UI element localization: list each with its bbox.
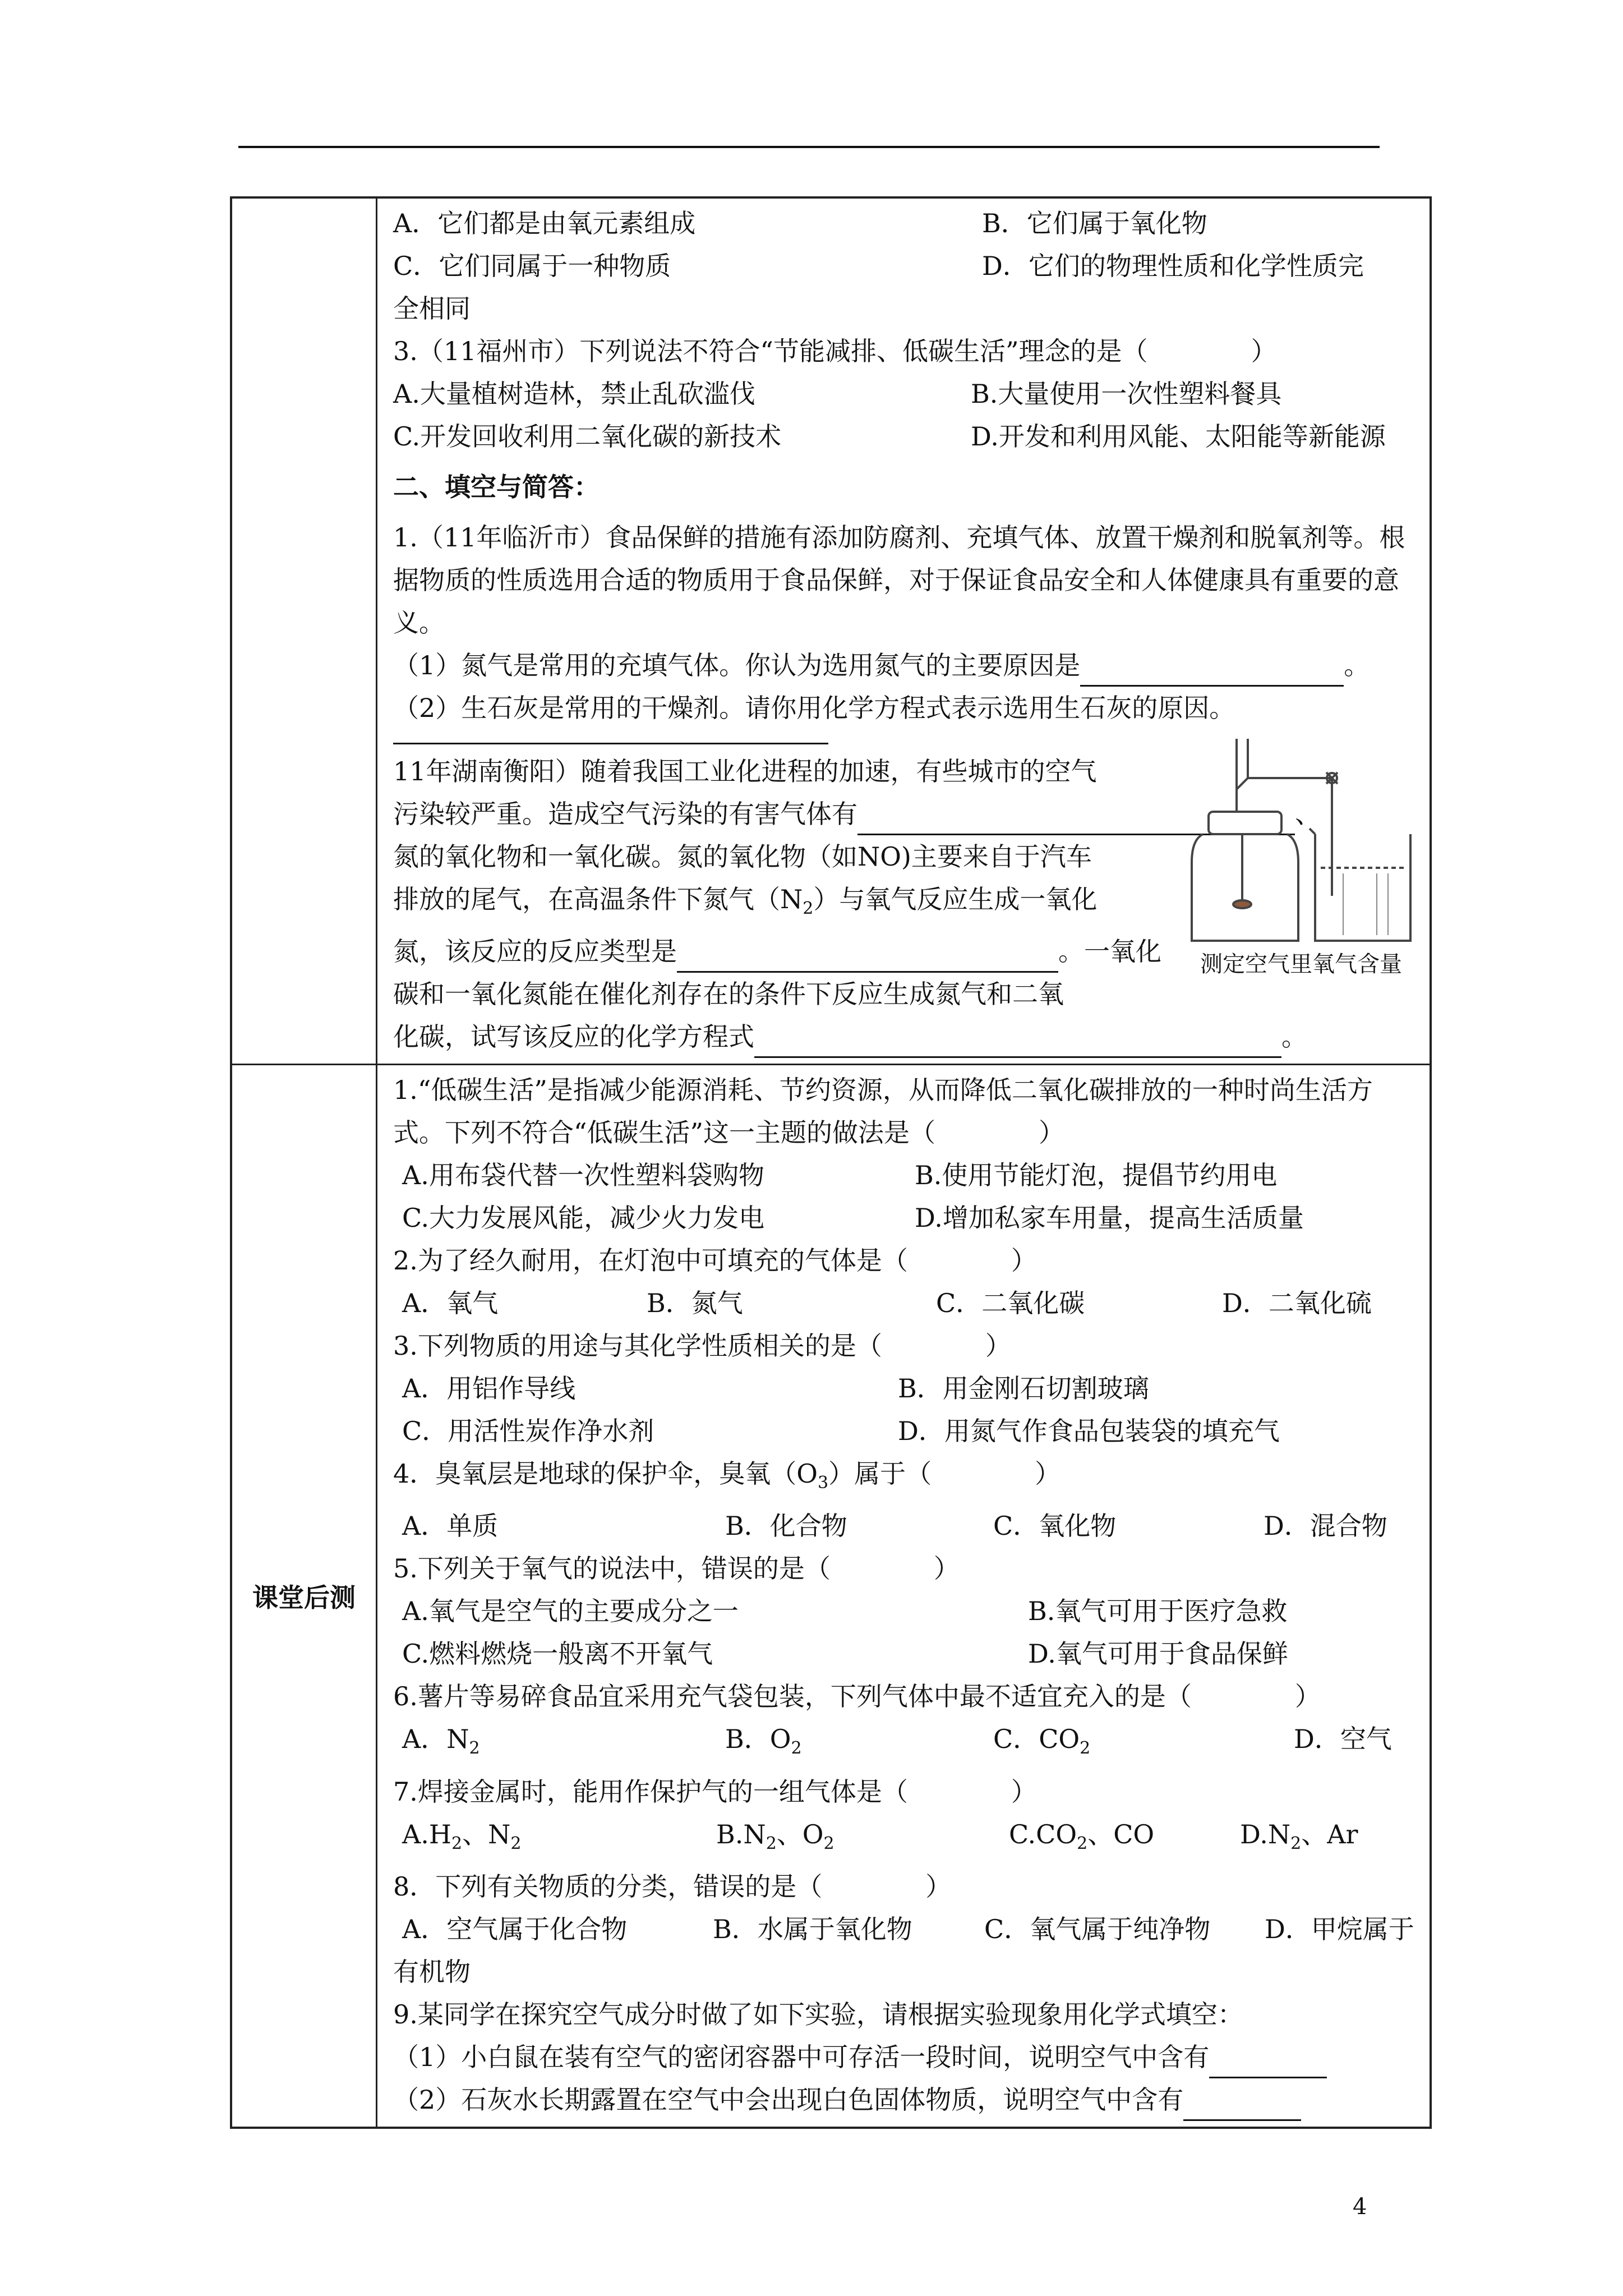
- option-b: B．氮气: [647, 1288, 743, 1319]
- q2-line-2-end: 、: [1295, 799, 1321, 829]
- option-c-text: C.CO: [1009, 1819, 1077, 1849]
- option-d: D．它们的物理性质和化学性质完: [982, 251, 1364, 281]
- option-c-text-b: 、CO: [1087, 1819, 1155, 1849]
- option-a: A．单质: [402, 1511, 499, 1542]
- answer-blank[interactable]: [677, 940, 1058, 973]
- option-a-text-b: 、N: [462, 1819, 511, 1849]
- option-c: [993, 1718, 1294, 1770]
- worksheet-table: [230, 196, 1432, 2129]
- option-b: B.使用节能灯泡，提倡节约用电: [915, 1160, 1278, 1191]
- experiment-apparatus-icon: [1186, 728, 1416, 952]
- row-label-post-test: 课堂后测: [232, 1065, 377, 2127]
- pt-question-4-stem: [393, 1452, 1424, 1504]
- post-test-content: [377, 1065, 1430, 2127]
- q2-line-7-text: 化碳，试写该反应的化学方程式: [393, 1022, 754, 1052]
- answer-blank[interactable]: [1209, 2045, 1327, 2078]
- option-a: A．氧气: [402, 1288, 499, 1319]
- question-3-options-cd: [393, 415, 1424, 458]
- option-a: [402, 1718, 725, 1770]
- option-c: [1009, 1813, 1240, 1865]
- option-a: A．它们都是由氧元素组成: [393, 208, 696, 238]
- option-d: D.增加私家车用量，提高生活质量: [915, 1203, 1304, 1234]
- q4-stem-text: 4．臭氧层是地球的保护伞，臭氧（O: [393, 1458, 818, 1489]
- option-d: D．二氧化硫: [1222, 1288, 1372, 1319]
- option-d: D．混合物: [1264, 1511, 1387, 1542]
- option-c: C.大力发展风能，减少火力发电: [402, 1203, 765, 1234]
- q2-line-5-text: 氮，该反应的反应类型是: [393, 936, 677, 967]
- q2-line-4-text-b: ）与氧气反应生成一氧化: [813, 884, 1098, 914]
- sub1-text: （1）氮气是常用的充填气体。你认为选用氮气的主要原因是: [393, 650, 1081, 680]
- subscript: 2: [451, 1833, 463, 1853]
- subscript: 3: [817, 1473, 829, 1493]
- pt-question-9-stem: 9.某同学在探究空气成分时做了如下实验，请根据实验现象用化学式填空：: [393, 1999, 1243, 2030]
- option-b: B．用金刚石切割玻璃: [898, 1373, 1149, 1404]
- row-label-empty: [232, 199, 377, 1064]
- pt-question-1-options-cd: [393, 1197, 1424, 1239]
- subscript: 2: [823, 1833, 834, 1853]
- subscript: 2: [1290, 1833, 1302, 1853]
- figure-caption: 测定空气里氧气含量: [1200, 951, 1402, 977]
- option-d-text-b: 、Ar: [1301, 1819, 1358, 1849]
- q2-line-6: 碳和一氧化氮能在催化剂存在的条件下反应生成氮气和二氧: [393, 979, 1064, 1010]
- subscript: 2: [510, 1833, 522, 1853]
- oxygen-experiment-figure: [1186, 728, 1416, 986]
- option-c: C．用活性炭作净水剂: [402, 1416, 654, 1447]
- option-d-continuation: 全相同: [393, 293, 471, 324]
- subscript: 2: [766, 1833, 777, 1853]
- pt-question-3-stem: 3.下列物质的用途与其化学性质相关的是（ ）: [393, 1331, 1011, 1361]
- option-d: [1240, 1813, 1358, 1865]
- q2-line-4-text: 排放的尾气，在高温条件下氮气（N: [393, 884, 803, 914]
- option-c: C．氧化物: [993, 1511, 1117, 1542]
- answer-line[interactable]: [393, 729, 828, 744]
- option-d: D．用氮气作食品包装袋的填充气: [898, 1416, 1280, 1447]
- fill-question-1-stem: 1.（11年临沂市）食品保鲜的措施有添加防腐剂、充填气体、放置干燥剂和脱氧剂等。根据物质的性质选用合适的物质用于食品保鲜，对于保证食品安全和人体健康具有重要的意义。: [393, 522, 1405, 638]
- post-test-row: [232, 1065, 1430, 2127]
- option-b: B.氧气可用于医疗急救: [1028, 1596, 1288, 1627]
- subscript: 2: [1080, 1738, 1091, 1759]
- option-c: C．氧气属于纯净物: [984, 1913, 1211, 1944]
- sub1-text: （1）小白鼠在装有空气的密闭容器中可存活一段时间，说明空气中含有: [393, 2041, 1210, 2072]
- option-a: A.氧气是空气的主要成分之一: [402, 1596, 739, 1627]
- question-3-options-ab: [393, 372, 1424, 415]
- option-a-text: A．N: [402, 1724, 469, 1755]
- pt-question-4-options: [393, 1504, 1424, 1547]
- option-b-text: B.N: [716, 1819, 766, 1849]
- option-a: A.用布袋代替一次性塑料袋购物: [402, 1160, 764, 1191]
- option-b: B．化合物: [725, 1511, 847, 1542]
- option-a-text: A.H: [402, 1819, 451, 1849]
- pt-question-6-options: [393, 1718, 1424, 1770]
- pt-question-7-options: [393, 1813, 1424, 1865]
- option-b: [716, 1813, 1009, 1865]
- option-a: A.大量植树造林，禁止乱砍滥伐: [393, 379, 755, 409]
- option-d: D．甲烷属于: [1265, 1913, 1414, 1944]
- sub2-text: （2）石灰水长期露置在空气中会出现白色固体物质，说明空气中含有: [393, 2084, 1184, 2115]
- option-a: A．用铝作导线: [402, 1373, 576, 1404]
- answer-blank[interactable]: [1183, 2088, 1301, 2121]
- option-a: A．空气属于化合物: [402, 1913, 628, 1944]
- question-options-cd: [393, 245, 1424, 287]
- q2-line-5-end: 。一氧化: [1058, 936, 1161, 967]
- subscript: 2: [803, 899, 814, 919]
- sub1-end: 。: [1344, 650, 1370, 680]
- pt-question-9-sub2: [393, 2078, 1424, 2121]
- q2-line-7-end: 。: [1281, 1022, 1307, 1052]
- q2-line-2: [393, 793, 1321, 835]
- option-d-text: D.N: [1240, 1819, 1291, 1849]
- option-b-text: B．O: [725, 1724, 791, 1755]
- option-b: B．它们属于氧化物: [982, 208, 1207, 238]
- pt-question-3-options-ab: [393, 1367, 1424, 1410]
- pt-question-3-options-cd: [393, 1410, 1424, 1452]
- option-c: C.开发回收利用二氧化碳的新技术: [393, 421, 782, 452]
- subscript: 2: [1077, 1833, 1088, 1853]
- answer-blank[interactable]: [1080, 654, 1344, 687]
- fill-question-1-sub2: （2）生石灰是常用的干燥剂。请你用化学方程式表示选用生石灰的原因。: [393, 693, 1235, 723]
- section-title: 二、填空与简答：: [393, 472, 600, 502]
- fill-question-2: [393, 750, 1424, 1058]
- option-b: B.大量使用一次性塑料餐具: [971, 379, 1282, 409]
- q2-line-4: [393, 878, 1145, 930]
- question-options-ab: [393, 202, 1424, 245]
- pt-question-1-options-ab: [393, 1154, 1424, 1197]
- q2-line-1: 11年湖南衡阳）随着我国工业化进程的加速，有些城市的空气: [393, 756, 1097, 786]
- q2-line-2-text: 污染较严重。造成空气污染的有害气体有: [393, 799, 857, 829]
- fill-question-1-sub1: [393, 644, 1424, 687]
- subscript: 2: [791, 1738, 802, 1759]
- option-c: C．它们同属于一种物质: [393, 251, 671, 281]
- option-c: C．二氧化碳: [936, 1288, 1085, 1319]
- option-c: C.燃料燃烧一般离不开氧气: [402, 1639, 713, 1669]
- pt-question-5-stem: 5.下列关于氧气的说法中，错误的是（ ）: [393, 1553, 960, 1584]
- option-b: [725, 1718, 993, 1770]
- pt-question-9-sub1: [393, 2036, 1424, 2078]
- pt-question-8-stem: 8．下列有关物质的分类，错误的是（ ）: [393, 1871, 952, 1902]
- pt-question-8-options: [393, 1908, 1424, 1950]
- question-3-stem: 3.（11福州市）下列说法不符合“节能减排、低碳生活”理念的是（ ）: [393, 336, 1277, 366]
- option-c-text: C．CO: [993, 1724, 1080, 1755]
- answer-blank[interactable]: [754, 1025, 1281, 1058]
- q2-line-7: [393, 1015, 1307, 1058]
- pt-question-2-stem: 2.为了经久耐用，在灯泡中可填充的气体是（ ）: [393, 1245, 1037, 1276]
- page-number: 4: [1353, 2194, 1367, 2220]
- option-a: [402, 1813, 716, 1865]
- header-rule: [238, 146, 1380, 148]
- option-d: D.氧气可用于食品保鲜: [1028, 1639, 1288, 1669]
- pt-question-8-continuation: 有机物: [393, 1956, 471, 1987]
- pt-question-7-stem: 7.焊接金属时，能用作保护气的一组气体是（ ）: [393, 1776, 1037, 1807]
- q2-line-5: [393, 930, 1161, 973]
- pt-question-5-options-ab: [393, 1590, 1424, 1632]
- pt-question-6-stem: 6.薯片等易碎食品宜采用充气袋包装，下列气体中最不适宜充入的是（ ）: [393, 1681, 1321, 1712]
- q2-line-3: 氮的氧化物和一氧化碳。氮的氧化物（如NO)主要来自于汽车: [393, 841, 1092, 872]
- exercise-content: [377, 199, 1430, 1064]
- exercise-row: [232, 199, 1430, 1065]
- option-b: B．水属于氧化物: [713, 1913, 912, 1944]
- pt-question-2-options: [393, 1282, 1424, 1324]
- pt-question-1-stem: 1.“低碳生活”是指减少能源消耗、节约资源，从而降低二氧化碳排放的一种时尚生活方式。下列不符合“低碳生活”这一主题的做法是（ ）: [393, 1075, 1373, 1148]
- q4-stem-text-b: ）属于（ ）: [828, 1458, 1061, 1489]
- subscript: 2: [469, 1738, 480, 1759]
- option-d: D．空气: [1294, 1724, 1392, 1755]
- option-b-text-b: 、O: [776, 1819, 824, 1849]
- option-d: D.开发和利用风能、太阳能等新能源: [971, 421, 1386, 452]
- pt-question-5-options-cd: [393, 1632, 1424, 1675]
